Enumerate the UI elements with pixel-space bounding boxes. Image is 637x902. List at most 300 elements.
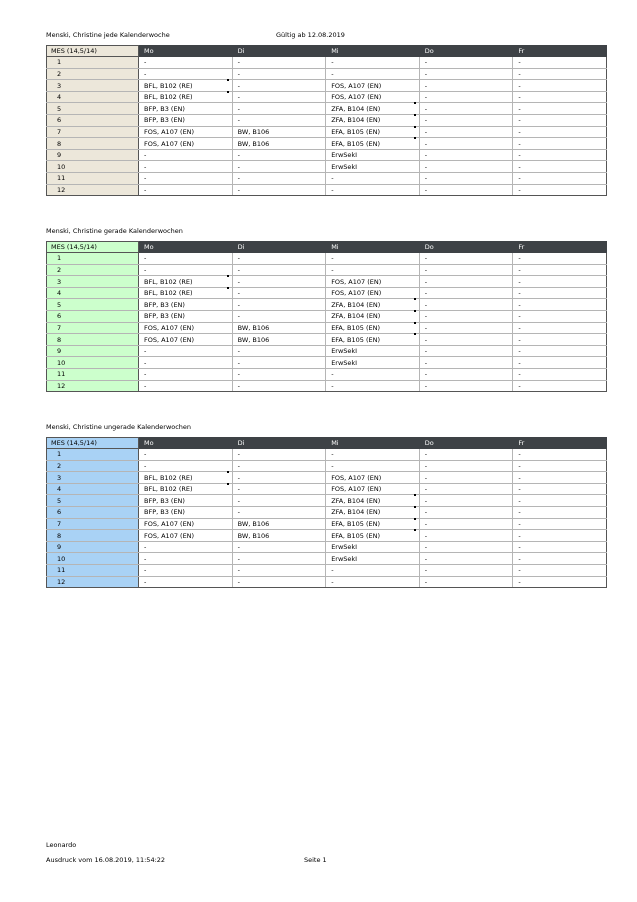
lesson-cell [232, 126, 326, 138]
period-number: 9 [47, 541, 139, 553]
lesson-cell [232, 345, 326, 357]
period-number: 3 [47, 80, 139, 92]
lesson-cell [419, 553, 513, 565]
lesson-text: - [424, 93, 428, 102]
day-header: Di [232, 241, 326, 253]
marker-square [227, 91, 229, 93]
period-number: 12 [47, 576, 139, 588]
lesson-text: - [518, 93, 521, 102]
lesson-cell [139, 334, 233, 346]
lesson-cell [139, 57, 233, 69]
section-title-even-weeks [46, 227, 183, 235]
lesson-text: - [518, 127, 521, 136]
lesson-text: - [424, 381, 428, 390]
period-number: 4 [47, 287, 139, 299]
day-header: Fr [513, 241, 607, 253]
lesson-cell [513, 161, 607, 173]
lesson-text: - [237, 81, 240, 90]
lesson-cell [513, 149, 607, 161]
lesson-text: - [424, 531, 428, 540]
marker-square [414, 114, 416, 116]
period-number: 2 [47, 460, 139, 472]
lesson-cell [232, 161, 326, 173]
lesson-text: - [237, 58, 240, 67]
lesson-text: - [237, 162, 240, 171]
lesson-text: - [518, 151, 521, 160]
teacher-code-cell: MES (14,5/14) [47, 437, 139, 449]
lesson-text: - [424, 347, 428, 356]
lesson-cell [326, 68, 420, 80]
lesson-text: - [237, 543, 240, 552]
lesson-cell [326, 357, 420, 369]
lesson-text: - [424, 104, 428, 113]
lesson-cell [232, 507, 326, 519]
lesson-text: - [518, 485, 521, 494]
period-number: 1 [47, 449, 139, 461]
lesson-cell [326, 276, 420, 288]
period-row [47, 253, 607, 265]
period-number: 4 [47, 483, 139, 495]
lesson-cell [326, 483, 420, 495]
lesson-cell [513, 334, 607, 346]
lesson-text: ZFA, B104 (EN) [331, 496, 381, 505]
lesson-text: - [424, 519, 428, 528]
lesson-text: - [237, 289, 240, 298]
marker-square [227, 79, 229, 81]
lesson-text: - [237, 473, 240, 482]
lesson-text: - [424, 174, 428, 183]
lesson-cell [513, 530, 607, 542]
lesson-text: BFP, B3 (EN) [144, 508, 185, 517]
lesson-text: - [144, 381, 147, 390]
lesson-text: - [518, 370, 521, 379]
lesson-text: BFL, B102 (RE) [144, 473, 193, 482]
period-row [47, 115, 607, 127]
period-number: 12 [47, 184, 139, 196]
period-number: 5 [47, 495, 139, 507]
period-row [47, 91, 607, 103]
lesson-text: - [424, 277, 428, 286]
lesson-cell [513, 322, 607, 334]
lesson-cell [326, 253, 420, 265]
period-row [47, 103, 607, 115]
lesson-text: BW, B106 [237, 519, 270, 528]
lesson-cell [513, 115, 607, 127]
lesson-text: - [237, 577, 240, 586]
lesson-text: BFL, B102 (RE) [144, 93, 193, 102]
lesson-text: FOS, A107 (EN) [331, 473, 382, 482]
lesson-cell [419, 287, 513, 299]
lesson-text: - [144, 69, 147, 78]
period-number: 6 [47, 115, 139, 127]
lesson-cell [419, 57, 513, 69]
period-number: 9 [47, 149, 139, 161]
lesson-text: - [424, 370, 428, 379]
lesson-cell [513, 369, 607, 381]
lesson-text: - [237, 461, 240, 470]
period-row [47, 460, 607, 472]
lesson-text: - [237, 554, 240, 563]
period-row [47, 126, 607, 138]
lesson-text: - [237, 69, 240, 78]
period-row [47, 530, 607, 542]
marker-square [414, 298, 416, 300]
lesson-text: - [331, 461, 334, 470]
period-row [47, 380, 607, 392]
lesson-text: - [144, 577, 147, 586]
lesson-text: - [237, 265, 240, 274]
lesson-text: ErwSekI [331, 347, 358, 356]
lesson-text: ZFA, B104 (EN) [331, 116, 381, 125]
lesson-cell [326, 380, 420, 392]
lesson-cell [326, 138, 420, 150]
period-number: 2 [47, 264, 139, 276]
lesson-text: - [331, 566, 334, 575]
lesson-cell [419, 184, 513, 196]
lesson-text: BW, B106 [237, 139, 270, 148]
lesson-text: ZFA, B104 (EN) [331, 104, 381, 113]
lesson-text: - [424, 543, 428, 552]
lesson-cell [419, 173, 513, 185]
lesson-text: - [144, 554, 147, 563]
footer-print-info [46, 856, 327, 864]
lesson-cell [326, 184, 420, 196]
lesson-cell [419, 264, 513, 276]
period-row [47, 299, 607, 311]
lesson-cell [419, 138, 513, 150]
period-row [47, 287, 607, 299]
lesson-text: - [424, 461, 428, 470]
lesson-cell [139, 126, 233, 138]
timetable-weekly [46, 45, 607, 197]
lesson-text: - [237, 277, 240, 286]
lesson-cell [419, 311, 513, 323]
lesson-cell [232, 472, 326, 484]
lesson-text: - [424, 496, 428, 505]
period-row [47, 357, 607, 369]
period-row [47, 518, 607, 530]
lesson-cell [139, 184, 233, 196]
lesson-text: - [144, 254, 147, 263]
lesson-cell [139, 322, 233, 334]
period-row [47, 507, 607, 519]
lesson-text: - [237, 174, 240, 183]
marker-square [414, 126, 416, 128]
teacher-code-cell: MES (14,5/14) [47, 241, 139, 253]
day-header: Fr [513, 45, 607, 57]
marker-square [414, 322, 416, 324]
lesson-cell [326, 334, 420, 346]
lesson-cell [232, 299, 326, 311]
lesson-cell [232, 553, 326, 565]
lesson-text: - [331, 265, 334, 274]
lesson-text: - [237, 185, 240, 194]
lesson-text: ErwSekI [331, 162, 358, 171]
lesson-cell [326, 103, 420, 115]
lesson-text: - [144, 566, 147, 575]
period-number: 7 [47, 322, 139, 334]
lesson-cell [326, 369, 420, 381]
marker-square [227, 483, 229, 485]
print-timestamp: Ausdruck vom 16.08.2019, 11:54:22 [46, 856, 166, 864]
lesson-cell [139, 264, 233, 276]
day-header: Fr [513, 437, 607, 449]
lesson-text: ZFA, B104 (EN) [331, 312, 381, 321]
lesson-cell [513, 345, 607, 357]
marker-square [414, 333, 416, 335]
lesson-cell [513, 507, 607, 519]
period-row [47, 322, 607, 334]
lesson-cell [232, 518, 326, 530]
header-row [47, 437, 607, 449]
lesson-text: BFP, B3 (EN) [144, 104, 185, 113]
lesson-text: BFP, B3 (EN) [144, 116, 185, 125]
lesson-cell [232, 253, 326, 265]
lesson-cell [419, 380, 513, 392]
lesson-text: - [237, 312, 240, 321]
period-row [47, 541, 607, 553]
lesson-text: - [518, 185, 521, 194]
lesson-text: - [518, 508, 521, 517]
lesson-text: - [331, 69, 334, 78]
lesson-text: - [518, 254, 521, 263]
lesson-cell [139, 472, 233, 484]
day-header: Mo [139, 437, 233, 449]
lesson-cell [326, 115, 420, 127]
lesson-text: - [518, 577, 521, 586]
lesson-cell [419, 518, 513, 530]
lesson-text: FOS, A107 (EN) [144, 127, 195, 136]
period-row [47, 264, 607, 276]
lesson-cell [513, 299, 607, 311]
lesson-text: BW, B106 [237, 531, 270, 540]
section-title-text: Menski, Christine gerade Kalenderwochen [46, 227, 183, 235]
lesson-text: FOS, A107 (EN) [144, 519, 195, 528]
period-row [47, 483, 607, 495]
lesson-cell [419, 449, 513, 461]
lesson-cell [513, 276, 607, 288]
lesson-cell [326, 287, 420, 299]
lesson-text: - [518, 300, 521, 309]
period-row [47, 345, 607, 357]
lesson-text: - [237, 485, 240, 494]
period-number: 1 [47, 57, 139, 69]
period-row [47, 68, 607, 80]
lesson-cell [326, 264, 420, 276]
timetable-even-weeks [46, 241, 607, 393]
lesson-cell [232, 149, 326, 161]
lesson-cell [139, 449, 233, 461]
lesson-cell [513, 472, 607, 484]
lesson-text: - [518, 69, 521, 78]
day-header: Mi [326, 241, 420, 253]
lesson-text: - [424, 508, 428, 517]
lesson-text: - [518, 358, 521, 367]
marker-square [227, 275, 229, 277]
lesson-cell [139, 530, 233, 542]
period-number: 11 [47, 369, 139, 381]
lesson-text: - [144, 174, 147, 183]
lesson-cell [232, 80, 326, 92]
lesson-cell [419, 299, 513, 311]
lesson-text: EFA, B105 (EN) [331, 519, 380, 528]
lesson-text: ErwSekI [331, 543, 358, 552]
lesson-text: - [518, 381, 521, 390]
lesson-cell [139, 103, 233, 115]
lesson-cell [139, 138, 233, 150]
period-number: 1 [47, 253, 139, 265]
lesson-text: - [518, 323, 521, 332]
lesson-cell [232, 576, 326, 588]
lesson-cell [139, 495, 233, 507]
lesson-text: BW, B106 [237, 335, 270, 344]
period-number: 10 [47, 553, 139, 565]
lesson-text: - [518, 543, 521, 552]
period-number: 6 [47, 507, 139, 519]
header-row [47, 45, 607, 57]
lesson-text: - [518, 277, 521, 286]
period-number: 11 [47, 173, 139, 185]
lesson-cell [419, 334, 513, 346]
lesson-cell [326, 91, 420, 103]
lesson-text: - [424, 289, 428, 298]
lesson-cell [419, 541, 513, 553]
lesson-text: BFP, B3 (EN) [144, 300, 185, 309]
lesson-cell [326, 460, 420, 472]
period-row [47, 576, 607, 588]
period-number: 7 [47, 126, 139, 138]
lesson-text: - [237, 358, 240, 367]
lesson-cell [513, 138, 607, 150]
lesson-text: - [144, 450, 147, 459]
lesson-cell [419, 115, 513, 127]
lesson-cell [232, 322, 326, 334]
day-header: Mo [139, 45, 233, 57]
lesson-text: ErwSekI [331, 554, 358, 563]
period-number: 10 [47, 357, 139, 369]
lesson-cell [513, 91, 607, 103]
lesson-cell [232, 357, 326, 369]
lesson-text: - [424, 58, 428, 67]
lesson-cell [326, 173, 420, 185]
lesson-cell [326, 345, 420, 357]
lesson-cell [419, 103, 513, 115]
lesson-text: BFL, B102 (RE) [144, 277, 193, 286]
lesson-text: - [144, 151, 147, 160]
lesson-text: - [144, 58, 147, 67]
lesson-text: - [518, 335, 521, 344]
lesson-text: - [144, 461, 147, 470]
lesson-text: - [424, 69, 428, 78]
lesson-cell [513, 576, 607, 588]
lesson-cell [419, 149, 513, 161]
lesson-text: - [518, 265, 521, 274]
marker-square [227, 471, 229, 473]
lesson-text: FOS, A107 (EN) [144, 323, 195, 332]
lesson-text: ZFA, B104 (EN) [331, 300, 381, 309]
lesson-text: - [331, 450, 334, 459]
lesson-cell [513, 264, 607, 276]
lesson-text: FOS, A107 (EN) [331, 93, 382, 102]
lesson-cell [419, 126, 513, 138]
day-header: Do [419, 241, 513, 253]
lesson-cell [232, 483, 326, 495]
lesson-text: EFA, B105 (EN) [331, 531, 380, 540]
period-row [47, 369, 607, 381]
lesson-cell [419, 345, 513, 357]
period-row [47, 553, 607, 565]
lesson-cell [513, 483, 607, 495]
lesson-text: ErwSekI [331, 151, 358, 160]
lesson-cell [419, 68, 513, 80]
lesson-text: - [518, 531, 521, 540]
lesson-cell [419, 530, 513, 542]
lesson-cell [139, 541, 233, 553]
lesson-text: - [518, 519, 521, 528]
lesson-text: - [424, 554, 428, 563]
period-row [47, 495, 607, 507]
section-title-text: Menski, Christine jede Kalenderwoche [46, 31, 170, 39]
lesson-text: - [144, 265, 147, 274]
lesson-cell [326, 126, 420, 138]
period-number: 2 [47, 68, 139, 80]
lesson-text: - [424, 265, 428, 274]
lesson-cell [326, 495, 420, 507]
lesson-text: - [237, 300, 240, 309]
lesson-cell [139, 507, 233, 519]
lesson-text: - [237, 93, 240, 102]
lesson-text: - [518, 347, 521, 356]
lesson-cell [513, 287, 607, 299]
period-row [47, 138, 607, 150]
lesson-cell [419, 253, 513, 265]
period-number: 11 [47, 565, 139, 577]
lesson-text: - [331, 174, 334, 183]
lesson-cell [419, 357, 513, 369]
lesson-cell [232, 369, 326, 381]
lesson-cell [513, 518, 607, 530]
lesson-text: - [331, 381, 334, 390]
lesson-text: - [424, 450, 428, 459]
lesson-cell [326, 530, 420, 542]
lesson-text: BFL, B102 (RE) [144, 289, 193, 298]
lesson-text: - [518, 566, 521, 575]
lesson-text: - [331, 254, 334, 263]
lesson-cell [326, 507, 420, 519]
period-number: 6 [47, 311, 139, 323]
lesson-text: EFA, B105 (EN) [331, 323, 380, 332]
lesson-text: ErwSekI [331, 358, 358, 367]
period-row [47, 311, 607, 323]
lesson-cell [139, 576, 233, 588]
lesson-text: - [424, 566, 428, 575]
teacher-code-cell: MES (14,5/14) [47, 45, 139, 57]
period-row [47, 80, 607, 92]
marker-square [414, 310, 416, 312]
lesson-text: FOS, A107 (EN) [331, 277, 382, 286]
lesson-text: EFA, B105 (EN) [331, 127, 380, 136]
lesson-text: - [331, 577, 334, 586]
lesson-text: - [144, 347, 147, 356]
lesson-cell [139, 518, 233, 530]
lesson-text: - [144, 162, 147, 171]
lesson-text: - [424, 300, 428, 309]
lesson-text: FOS, A107 (EN) [144, 335, 195, 344]
lesson-cell [139, 299, 233, 311]
lesson-cell [513, 541, 607, 553]
period-row [47, 565, 607, 577]
lesson-cell [513, 103, 607, 115]
